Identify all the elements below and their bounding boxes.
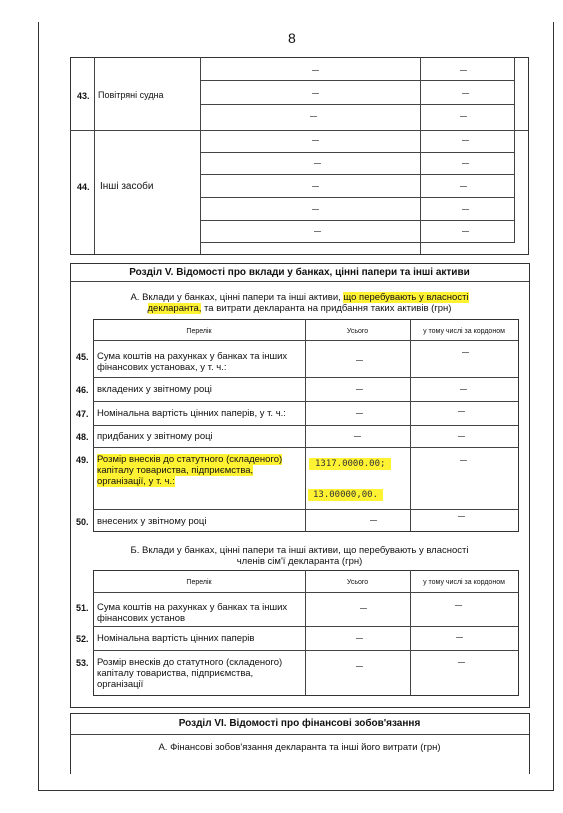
row-label-line: капіталу товариства, підприємства, bbox=[97, 465, 254, 476]
section-5-title: Розділ V. Відомості про вклади у банках, цінні папери та інші активи bbox=[129, 267, 470, 278]
vehicles-table bbox=[70, 57, 529, 255]
row-label bbox=[97, 657, 282, 690]
section-6-title: Розділ VI. Відомості про фінансові зобов'язання bbox=[178, 718, 421, 729]
row-number: 50. bbox=[76, 517, 89, 527]
col-header-list: Перелік bbox=[186, 579, 212, 586]
handwritten-total: 1317.0000.00; bbox=[309, 458, 391, 470]
col-header-abroad: у тому числі за кордоном bbox=[423, 579, 505, 586]
row-label-line: Розмір внесків до статутного (складеного) bbox=[97, 657, 283, 668]
row-label: придбаних у звітному році bbox=[97, 431, 213, 442]
row-label-line: фінансових установах, у т. ч.: bbox=[97, 362, 227, 373]
row-number: 47. bbox=[76, 409, 89, 419]
row-label bbox=[97, 454, 282, 487]
row-number: 44. bbox=[77, 182, 90, 192]
row-label-line: організації, у т. ч.: bbox=[97, 476, 175, 487]
vehicle-label: Повітряні судна bbox=[98, 90, 164, 100]
row-label-line: Розмір внесків до статутного (складеного) bbox=[97, 454, 283, 465]
section-5b-heading bbox=[70, 545, 529, 567]
row-label-line: організації bbox=[97, 679, 144, 690]
highlighted-text: декларанта, bbox=[147, 303, 202, 314]
section-6a-heading: А. Фінансові зобов'язання декларанта та інші його витрати (грн) bbox=[158, 742, 441, 753]
vehicle-label: Інші засоби bbox=[100, 181, 154, 192]
row-number: 53. bbox=[76, 658, 89, 668]
col-header-total: Усього bbox=[346, 579, 369, 586]
row-label: Номінальна вартість цінних паперів bbox=[97, 633, 255, 644]
heading-text: А. Вклади у банках, цінні папери та інші активи, bbox=[130, 292, 344, 303]
row-label bbox=[97, 351, 287, 373]
row-number: 49. bbox=[76, 455, 89, 465]
row-number: 45. bbox=[76, 352, 89, 362]
row-label-line: Сума коштів на рахунках у банках та інших bbox=[97, 602, 288, 613]
heading-text: та витрати декларанта на придбання таких активів (грн) bbox=[201, 303, 452, 314]
col-header-total: Усього bbox=[346, 328, 369, 335]
row-number: 46. bbox=[76, 385, 89, 395]
highlighted-text: що перебувають у власності bbox=[343, 292, 469, 303]
row-number: 43. bbox=[77, 91, 90, 101]
row-label bbox=[97, 602, 287, 624]
row-label-line: фінансових установ bbox=[97, 613, 186, 624]
col-header-abroad: у тому числі за кордоном bbox=[423, 328, 505, 335]
row-label-line: Сума коштів на рахунках у банках та інших bbox=[97, 351, 288, 362]
row-label: внесених у звітному році bbox=[97, 516, 207, 527]
heading-text: членів сім'ї декларанта (грн) bbox=[236, 556, 363, 567]
row-label-line: капіталу товариства, підприємства, bbox=[97, 668, 254, 679]
page-number: 8 bbox=[288, 30, 296, 46]
row-number: 51. bbox=[76, 603, 89, 613]
row-label: вкладених у звітному році bbox=[97, 384, 212, 395]
row-number: 52. bbox=[76, 634, 89, 644]
handwritten-part: 13.00000,00. bbox=[308, 489, 383, 501]
col-header-list: Перелік bbox=[186, 328, 212, 335]
row-number: 48. bbox=[76, 432, 89, 442]
heading-text: Б. Вклади у банках, цінні папери та інші активи, що перебувають у власності bbox=[130, 545, 469, 556]
section-5a-heading bbox=[70, 292, 529, 314]
row-label: Номінальна вартість цінних паперів, у т. ч.: bbox=[97, 408, 286, 419]
